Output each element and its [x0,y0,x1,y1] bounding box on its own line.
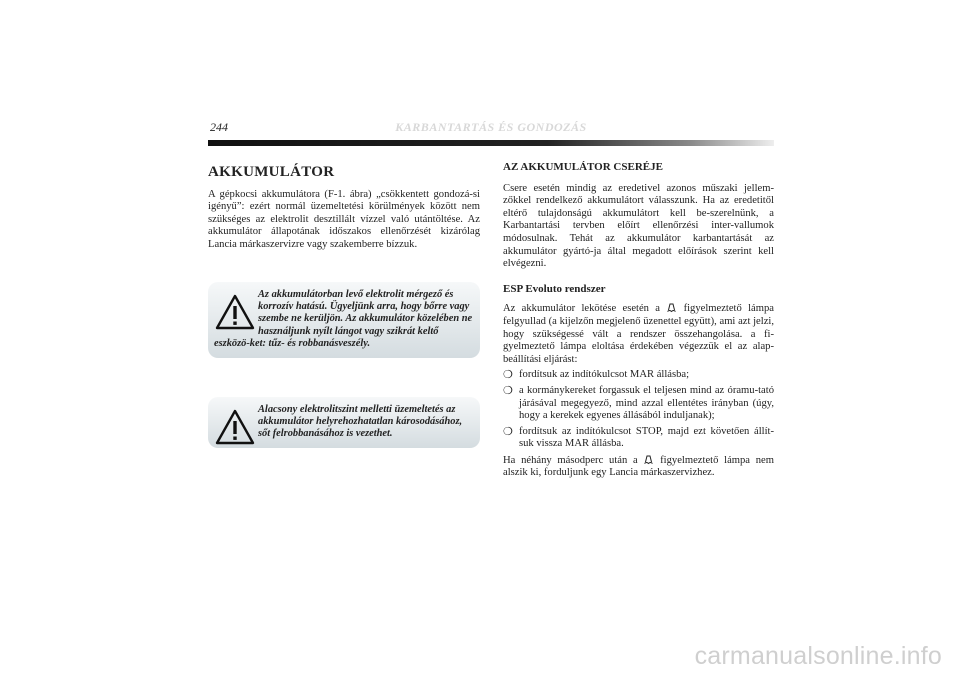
warning-text-low-level: Alacsony elektrolitszint melletti üzemeltetés az akkumulátor helyrehozhatatlan károsodásához, sőt felrobbanásához is vezethet. [258,403,463,440]
page-number: 244 [210,120,228,134]
header-rule [208,140,774,146]
esp-text-a: Az akkumulátor lekötése esetén a [503,303,660,315]
final-text-b: figyelmeztető lámpa nem alszik ki, forduljunk egy Lancia márkaszervizhez. [503,454,774,479]
final-text-a: Ha néhány másodperc után a [503,454,638,466]
right-column [503,158,774,480]
list-item: ❍ fordítsuk az indítókulcsot MAR állásba; [503,369,690,382]
bullet-circle-icon: ❍ [503,384,513,397]
warning-triangle-icon [214,293,256,331]
warning-box-electrolyte [208,282,480,358]
battery-intro: A gépkocsi akkumulátora (F-1. ábra) „csökkentett gondozá-si igényű”: ezért normál üzemeltetési körülmények között nem szükséges az elektrolit desztillált vízzel való utántöltése. Az akkumulátor állapotának időszakos ellenőrzését kizárólag Lancia márkaszervizre vagy szakemberre bízzuk. [208,188,480,250]
final-paragraph [503,454,774,480]
page-header [208,118,774,138]
esp-warning-icon [666,302,677,313]
replacement-title: AZ AKKUMULÁTOR CSERÉJE [503,161,663,173]
warning-box-low-level [208,397,480,448]
esp-warning-icon [643,454,654,465]
left-column [208,158,480,448]
section-title: KARBANTARTÁS ÉS GONDOZÁS [395,120,587,134]
list-item: ❍ fordítsuk az indítókulcsot STOP, majd ezt követően állít-suk vissza MAR állásba. [503,425,774,450]
bullet-circle-icon: ❍ [503,425,513,438]
battery-title: AKKUMULÁTOR [208,164,335,180]
esp-paragraph [503,302,774,366]
watermark: carmanualsonline.info [694,642,942,670]
esp-subtitle: ESP Evoluto rendszer [503,282,606,295]
procedure-list [503,369,774,451]
warning-text-electrolyte: Az akkumulátorban levő elektrolit mérgező és korrozív hatású. Ügyeljünk arra, hogy bőrre vagy szembe ne kerüljön. Az akkumulátor közelében ne használjunk nyílt lángot vagy szikrát keltő eszközö-ket: tűz- és robbanásveszély. [214,288,473,350]
list-item: ❍ a kormánykereket forgassuk el teljesen mind az óramu-tató járásával megegyező, mind azzal ellentétes irányban (úgy, hogy a kerekek egyenes állásából induljanak); [503,384,774,422]
esp-text-b: figyelmeztető lámpa felgyullad (a kijelzőn megjelenő üzenettel együtt), ami azt jelzi, hogy szükségessé vált a rendszer összehangolása. a fi-gyelmeztető lámpa eloltása érdekében végezzük el az alap-beállítási eljárást: [503,303,774,365]
replacement-text: Csere esetén mindig az eredetivel azonos műszaki jellem-zőkkel rendelkező akkumulátort válasszunk. Ha az eredetitől eltérő tulajdonságú akkumulátort kell be-szerelnünk, a Karbantartási tervben előírt ellenőrzési inter-vallumok módosulnak. Tehát az akkumulátor karbantartását az akkumulátor gyártó-ja által megadott előírások szerint kell elvégezni. [503,182,774,270]
warning-triangle-icon [214,408,256,446]
bullet-circle-icon: ❍ [503,369,513,382]
